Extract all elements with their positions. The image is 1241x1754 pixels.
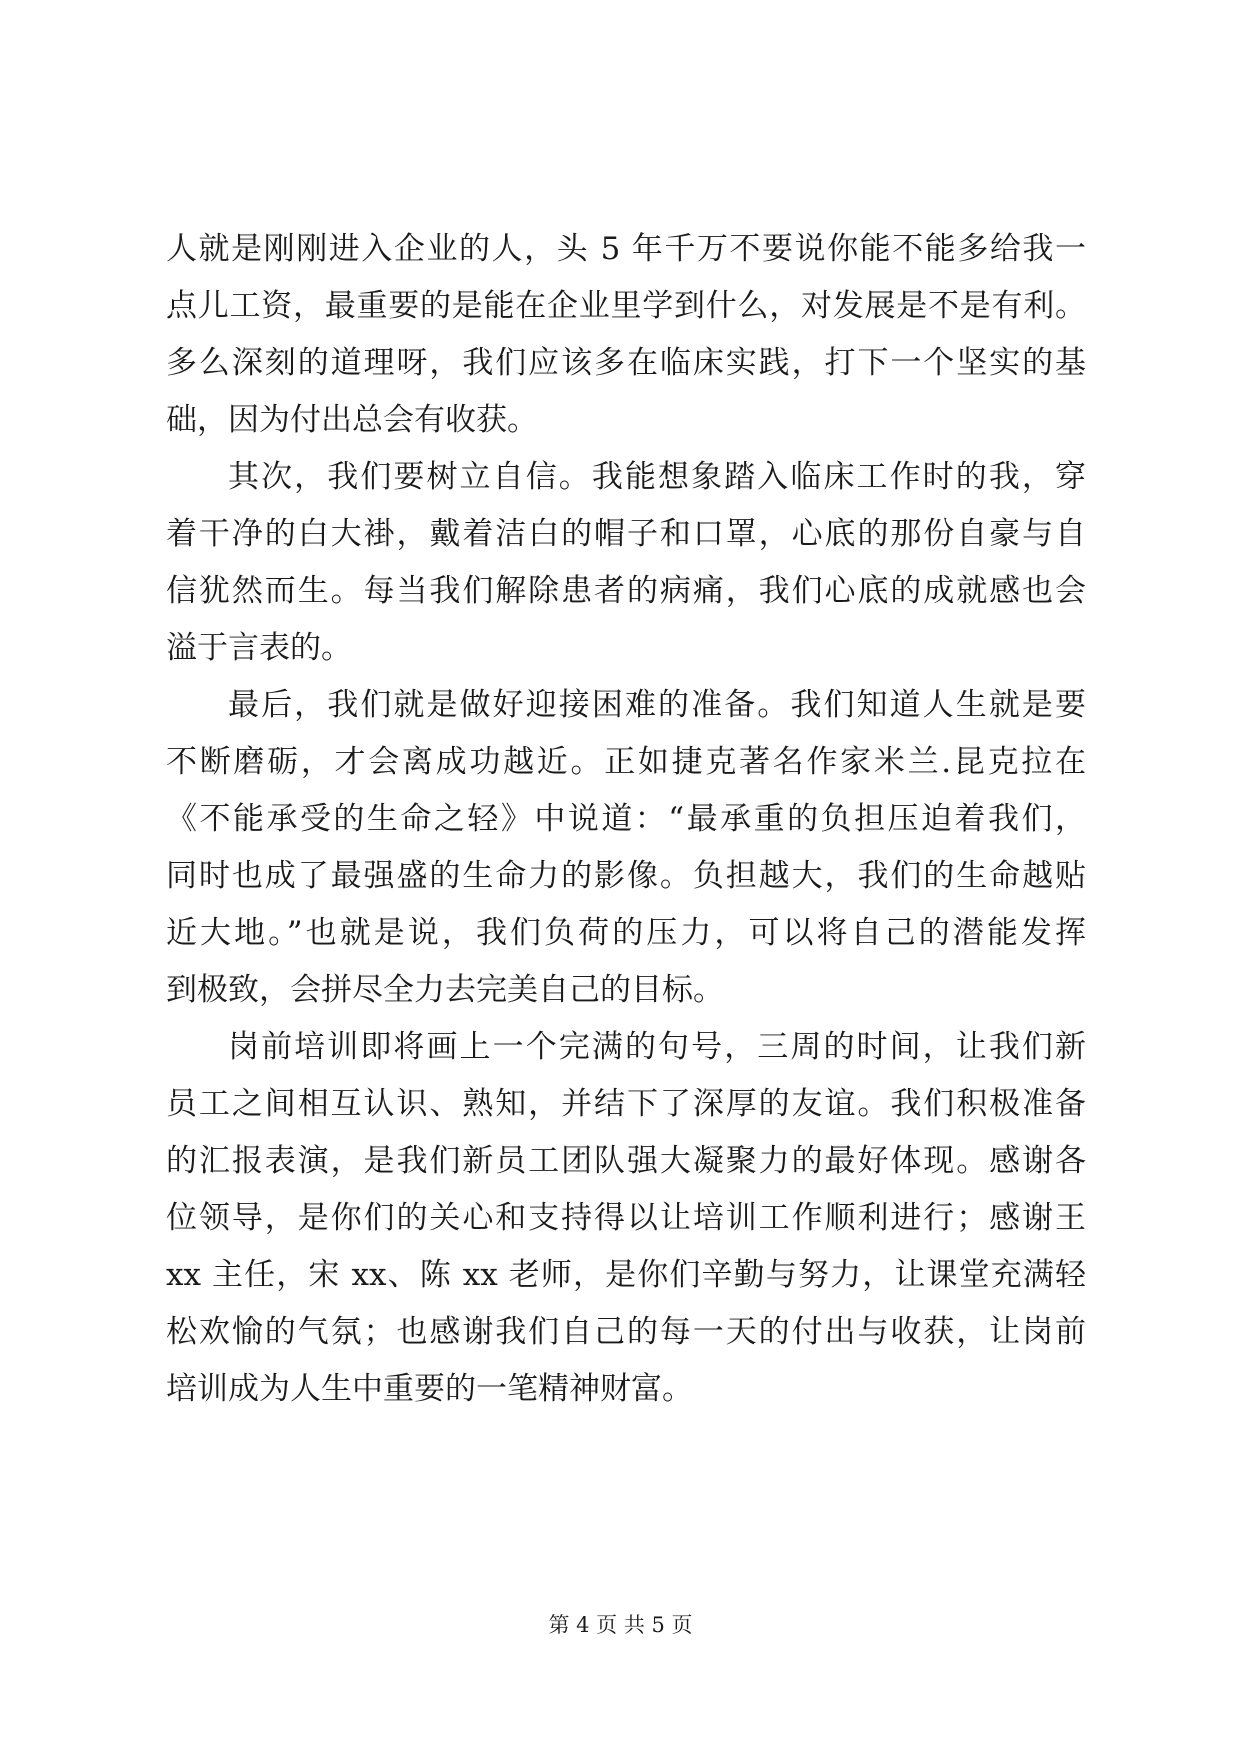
paragraph-3-line-3: 《不能承受的生命之轻》中说道：“最承重的负担压迫着我们，	[166, 801, 1086, 837]
paragraph-3-line-6: 到极致，会拼尽全力去完美自己的目标。	[166, 972, 724, 1008]
paragraph-2-line-2: 着干净的白大褂，戴着洁白的帽子和口罩，心底的那份自豪与自	[166, 516, 1086, 552]
paragraph-4-line-3: 的汇报表演，是我们新员工团队强大凝聚力的最好体现。感谢各	[166, 1143, 1086, 1179]
paragraph-4-line-7: 培训成为人生中重要的一笔精神财富。	[166, 1371, 693, 1407]
paragraph-4-line-2: 员工之间相互认识、熟知，并结下了深厚的友谊。我们积极准备	[166, 1086, 1086, 1122]
paragraph-1-line-1: 人就是刚刚进入企业的人，头 5 年千万不要说你能不能多给我一	[166, 231, 1086, 267]
paragraph-3-line-2: 不断磨砺，才会离成功越近。正如捷克著名作家米兰.昆克拉在	[166, 744, 1086, 780]
paragraph-3-line-4: 同时也成了最强盛的生命力的影像。负担越大，我们的生命越贴	[166, 858, 1086, 894]
paragraph-2-line-4: 溢于言表的。	[166, 630, 352, 666]
paragraph-2-line-1: 其次，我们要树立自信。我能想象踏入临床工作时的我，穿	[228, 459, 1086, 495]
paragraph-4-line-5: xx 主任，宋 xx、陈 xx 老师，是你们辛勤与努力，让课堂充满轻	[166, 1257, 1086, 1293]
paragraph-3-line-1: 最后，我们就是做好迎接困难的准备。我们知道人生就是要	[228, 687, 1086, 723]
paragraph-4-line-6: 松欢愉的气氛；也感谢我们自己的每一天的付出与收获，让岗前	[166, 1314, 1086, 1350]
paragraph-1-line-2: 点儿工资，最重要的是能在企业里学到什么，对发展是不是有利。	[166, 288, 1086, 324]
paragraph-3-line-5: 近大地。”也就是说，我们负荷的压力，可以将自己的潜能发挥	[166, 915, 1086, 951]
paragraph-2-line-3: 信犹然而生。每当我们解除患者的病痛，我们心底的成就感也会	[166, 573, 1086, 609]
paragraph-1-line-3: 多么深刻的道理呀，我们应该多在临床实践，打下一个坚实的基	[166, 345, 1086, 381]
paragraph-4-line-1: 岗前培训即将画上一个完满的句号，三周的时间，让我们新	[228, 1029, 1086, 1065]
page-number-footer: 第 4 页 共 5 页	[548, 1613, 693, 1637]
paragraph-1-line-4: 础，因为付出总会有收获。	[166, 402, 538, 438]
paragraph-4-line-4: 位领导，是你们的关心和支持得以让培训工作顺利进行；感谢王	[166, 1200, 1086, 1236]
